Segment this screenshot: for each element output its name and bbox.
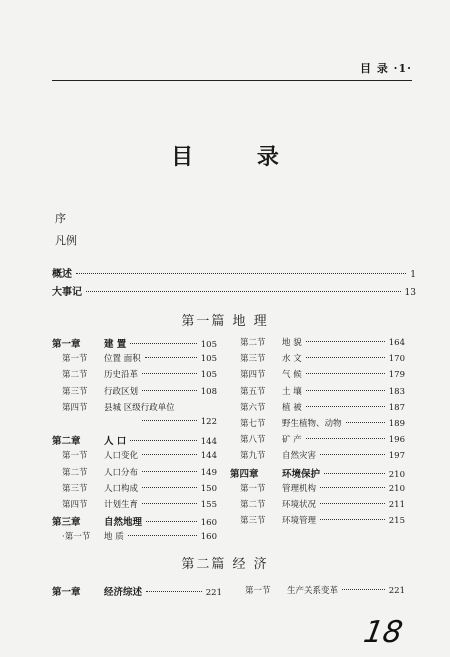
toc-section-title: 人口变化 — [104, 451, 139, 462]
toc-section-page: 105 — [200, 354, 217, 365]
dot-leader — [76, 273, 406, 274]
toc-section-page: 221 — [205, 588, 222, 598]
toc-section-page: 187 — [388, 402, 405, 413]
toc-section-number: 第一节 — [62, 451, 88, 462]
toc-section-number: 第四节 — [62, 499, 88, 510]
toc-section-number: 第四节 — [240, 370, 266, 381]
toc-section-number: 第一章 — [52, 587, 81, 598]
toc-section-page: 179 — [388, 370, 405, 381]
toc-column-left — [52, 336, 217, 546]
toc-section-title: 计划生育 — [104, 499, 139, 510]
front-matter-notes[interactable]: 凡例 — [55, 234, 77, 247]
toc-section-row[interactable] — [230, 514, 405, 530]
toc-column-left-part2 — [52, 584, 222, 600]
toc-section-page: 211 — [388, 499, 405, 510]
toc-entry-page: 1 — [410, 270, 416, 280]
toc-section-number: 第三节 — [240, 516, 266, 527]
toc-section-number: 第二节 — [62, 467, 88, 478]
toc-section-title: 矿 产 — [282, 435, 302, 446]
toc-section-row[interactable] — [230, 352, 405, 368]
toc-column-right-part2 — [235, 584, 405, 600]
toc-section-title: 经济综述 — [104, 587, 143, 598]
toc-section-title: 位置 面积 — [104, 354, 141, 365]
toc-section-number: 第二节 — [240, 499, 266, 510]
toc-section-page: 221 — [388, 586, 405, 596]
dot-leader — [86, 291, 401, 292]
dot-leader — [346, 422, 385, 423]
dot-leader — [142, 471, 197, 472]
toc-section-row[interactable] — [52, 368, 217, 384]
dot-leader — [142, 373, 197, 374]
dot-leader — [146, 591, 202, 592]
toc-column-right — [230, 336, 405, 530]
toc-section-page: 160 — [200, 532, 217, 543]
toc-section-page: 105 — [200, 370, 217, 381]
toc-section-page: 144 — [200, 451, 217, 462]
toc-section-page: 164 — [388, 338, 405, 348]
toc-chapter-row[interactable] — [230, 466, 405, 482]
toc-section-title: 行政区划 — [104, 386, 139, 397]
dot-leader — [142, 390, 197, 391]
toc-section-page: 155 — [200, 499, 217, 510]
toc-section-row[interactable] — [230, 498, 405, 514]
toc-section-page: 215 — [388, 516, 405, 527]
toc-section-number: 第三章 — [52, 517, 81, 529]
toc-section-row[interactable] — [230, 401, 405, 417]
toc-section-number: 第一章 — [52, 339, 81, 350]
toc-section-title: 人口分布 — [104, 467, 139, 478]
dot-leader — [306, 373, 385, 374]
toc-section-title: 环境状况 — [282, 499, 317, 510]
toc-section-title: 环境保护 — [282, 468, 321, 480]
toc-section-page: 144 — [200, 437, 217, 448]
toc-section-row[interactable] — [230, 417, 405, 433]
toc-section-row[interactable] — [230, 449, 405, 465]
toc-section-title: 人 口 — [104, 436, 127, 448]
dot-leader — [320, 519, 385, 520]
toc-section-row[interactable] — [230, 385, 405, 401]
toc-chapter-row[interactable] — [52, 514, 217, 530]
dot-leader — [142, 420, 197, 421]
toc-entry-overview[interactable] — [52, 265, 416, 280]
dot-leader — [342, 589, 385, 590]
toc-section-number: 第一节 — [245, 586, 271, 596]
toc-section-row[interactable] — [52, 498, 217, 514]
toc-section-title: 历史沿革 — [104, 370, 139, 381]
toc-section-page: 122 — [200, 416, 217, 427]
header-rule — [52, 80, 412, 81]
toc-section-number: 第四章 — [230, 468, 259, 480]
toc-section-number: 第二节 — [62, 370, 88, 381]
toc-section-title: 水 文 — [282, 354, 302, 365]
dot-leader — [324, 473, 385, 474]
toc-section-row[interactable] — [52, 401, 217, 417]
toc-section-page: 149 — [200, 467, 217, 478]
toc-section-row[interactable] — [52, 385, 217, 401]
dot-leader — [128, 535, 197, 536]
toc-section-page: 160 — [200, 518, 217, 529]
toc-chapter-row[interactable] — [52, 433, 217, 449]
toc-section-row[interactable] — [52, 530, 217, 546]
toc-section-number: 第三节 — [240, 354, 266, 365]
toc-section-row[interactable] — [52, 449, 217, 465]
dot-leader — [306, 357, 385, 358]
toc-section-page: 183 — [388, 386, 405, 397]
part-title-geography: 第一篇 地 理 — [181, 314, 269, 329]
toc-section-page: 196 — [388, 435, 405, 446]
toc-section-row[interactable] — [235, 584, 405, 600]
toc-section-title: 气 候 — [282, 370, 302, 381]
toc-section-number: 第一节 — [240, 483, 266, 494]
dot-leader — [306, 438, 385, 439]
toc-section-title: 地 质 — [104, 532, 124, 543]
dot-leader — [145, 357, 197, 358]
toc-section-row[interactable] — [230, 336, 405, 352]
toc-section-row[interactable] — [52, 352, 217, 368]
toc-section-number: 第二章 — [52, 436, 81, 448]
dot-leader — [146, 521, 197, 522]
dot-leader — [142, 454, 197, 455]
dot-leader — [306, 390, 385, 391]
front-matter-preface[interactable]: 序 — [55, 212, 66, 225]
toc-section-row[interactable] — [230, 482, 405, 498]
toc-section-number: 第六节 — [240, 402, 266, 413]
toc-section-title: 县城 区级行政单位 — [104, 402, 175, 413]
toc-chapter-row[interactable] — [52, 584, 222, 600]
toc-section-page: 210 — [388, 469, 405, 480]
dot-leader — [306, 341, 385, 342]
toc-section-row[interactable] — [230, 368, 405, 384]
toc-section-number: 第三节 — [62, 483, 88, 494]
dot-leader — [142, 487, 197, 488]
running-header: 目 录 ·1· — [360, 62, 412, 75]
toc-section-row[interactable] — [52, 417, 217, 433]
toc-section-number: 第九节 — [240, 451, 266, 462]
dot-leader — [130, 343, 196, 344]
toc-section-row[interactable] — [52, 482, 217, 498]
toc-section-number: 第四节 — [62, 402, 88, 413]
toc-section-page: 197 — [388, 451, 405, 462]
toc-entry-label: 大事记 — [52, 287, 82, 298]
toc-section-title: 环境管理 — [282, 516, 317, 527]
toc-entry-chronicle[interactable] — [52, 283, 416, 298]
toc-entry-label: 概述 — [52, 269, 72, 280]
toc-section-page: 105 — [200, 340, 217, 350]
dot-leader — [306, 406, 385, 407]
toc-section-number: 第七节 — [240, 418, 266, 429]
toc-section-title: 土 壤 — [282, 386, 302, 397]
toc-entry-page: 13 — [404, 288, 416, 298]
toc-section-title: 人口构成 — [104, 483, 139, 494]
toc-section-title: 自然灾害 — [282, 451, 317, 462]
toc-section-title: 自然地理 — [104, 517, 143, 529]
dot-leader — [320, 503, 385, 504]
toc-section-title: 管理机构 — [282, 483, 317, 494]
toc-section-page: 170 — [388, 354, 405, 365]
toc-section-title: 建 置 — [104, 339, 127, 350]
toc-section-title: 植 被 — [282, 402, 302, 413]
toc-chapter-row[interactable] — [52, 336, 217, 352]
toc-section-page: 210 — [388, 483, 405, 494]
toc-section-row[interactable] — [230, 433, 405, 449]
dot-leader — [130, 440, 196, 441]
toc-section-number: 第一节 — [62, 354, 88, 365]
toc-section-page: 189 — [388, 418, 405, 429]
toc-section-number: 第五节 — [240, 386, 266, 397]
handwritten-page-number: 18 — [360, 615, 406, 650]
page-title: 目 录 — [171, 144, 307, 170]
toc-section-page: 150 — [200, 483, 217, 494]
toc-section-title: 生产关系变革 — [287, 586, 339, 596]
toc-section-title: 地 貌 — [282, 338, 302, 348]
dot-leader — [320, 487, 385, 488]
dot-leader — [142, 503, 197, 504]
toc-section-row[interactable] — [52, 466, 217, 482]
toc-section-number: 第二节 — [240, 338, 266, 348]
dot-leader — [320, 454, 385, 455]
part-title-economy: 第二篇 经 济 — [181, 557, 269, 572]
toc-section-title: 野生植物、动物 — [282, 418, 342, 429]
toc-section-page: 108 — [200, 386, 217, 397]
toc-section-number: 第三节 — [62, 386, 88, 397]
toc-section-number: 第八节 — [240, 435, 266, 446]
toc-section-number: ·第一节 — [62, 532, 91, 543]
